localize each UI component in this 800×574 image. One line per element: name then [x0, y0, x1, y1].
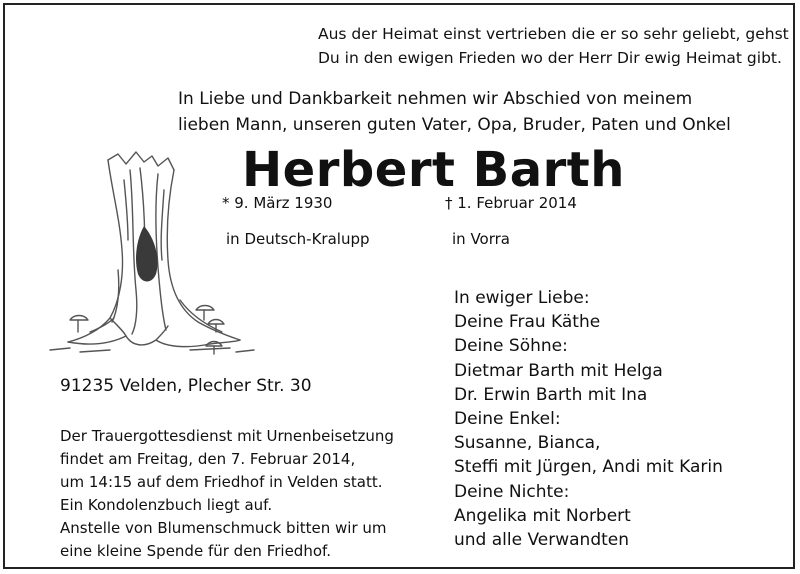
motto-line: Du in den ewigen Frieden wo der Herr Dir ewig Heimat gibt.: [318, 49, 782, 67]
intro-line: In Liebe und Dankbarkeit nehmen wir Abschied von meinem: [178, 89, 693, 109]
death-place: in Vorra: [452, 230, 510, 248]
family-address: 91235 Velden, Plecher Str. 30: [60, 376, 312, 396]
service-info: [60, 425, 394, 563]
mourner-line: Steffi mit Jürgen, Andi mit Karin: [454, 457, 723, 478]
mourner-line: Deine Nichte:: [454, 481, 570, 502]
service-line: um 14:15 auf dem Friedhof in Velden statt.: [60, 473, 383, 491]
mourner-line: Angelika mit Norbert: [454, 505, 631, 526]
deceased-name: Herbert Barth: [242, 142, 625, 198]
mourner-line: und alle Verwandten: [454, 530, 630, 551]
service-line: Anstelle von Blumenschmuck bitten wir um: [60, 519, 387, 537]
service-line: eine kleine Spende für den Friedhof.: [60, 542, 331, 560]
mourner-line: In ewiger Liebe:: [454, 288, 590, 308]
service-line: Der Trauergottesdienst mit Urnenbeisetzung: [60, 427, 394, 445]
mourner-line: Susanne, Bianca,: [454, 433, 601, 454]
tree-stump-drawing-icon: [40, 150, 260, 365]
motto-verse: [318, 22, 789, 70]
service-line: findet am Freitag, den 7. Februar 2014,: [60, 450, 356, 468]
intro-text: [178, 86, 731, 138]
service-line: Ein Kondolenzbuch liegt auf.: [60, 496, 273, 514]
mourner-line: Dr. Erwin Barth mit Ina: [454, 384, 648, 405]
mourner-line: Deine Frau Käthe: [454, 312, 601, 333]
mourner-line: Dietmar Barth mit Helga: [454, 360, 663, 381]
birth-date: * 9. März 1930: [222, 194, 333, 212]
death-date: † 1. Februar 2014: [445, 194, 577, 212]
intro-line: lieben Mann, unseren guten Vater, Opa, Bruder, Paten und Onkel: [178, 115, 731, 135]
birth-place: in Deutsch-Kralupp: [226, 230, 370, 248]
mourners-list: [454, 286, 723, 552]
mourner-line: Deine Söhne:: [454, 336, 568, 357]
motto-line: Aus der Heimat einst vertrieben die er so sehr geliebt, gehst: [318, 25, 789, 43]
mourner-line: Deine Enkel:: [454, 409, 561, 430]
